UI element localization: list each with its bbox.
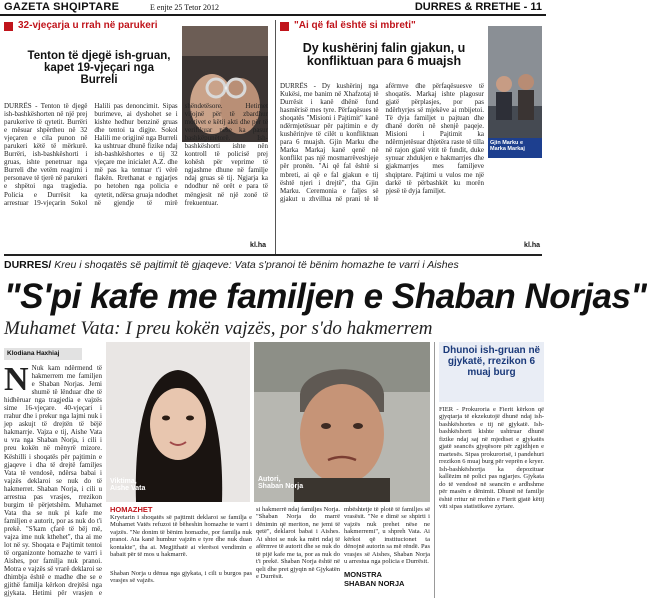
feature-strap-label: DURRES/ [4, 259, 52, 271]
feature-mid-body: si hakmerrë ndaj familjes Norja. "Shaban Norja do marrë dënimin që meriton, ne jemi të qetë", deklaroi babai i Aishes. Ai shtoi se nuk ka mëri ndaj të afërmve të autorit dhe se nuk do të pijë kafe me ta, por as nuk do t'i prekë. Shaban Norja është në qeli dhe pret gjyqin në Gjykatën e Durrësit. [256, 506, 340, 581]
story-left-headline: Tenton të djegë ish-gruan, kapet 19-vjeçari nga Burreli [27, 50, 171, 87]
issue-date: E enjte 25 Tetor 2012 [150, 3, 220, 12]
story-right [280, 20, 542, 252]
homazhet-kicker: HOMAZHET [110, 505, 153, 514]
feature-subhead: Muhamet Vata: I preu kokën vajzës, por s'do hakmerrem [4, 318, 433, 339]
bullet-icon [4, 22, 13, 31]
masthead [0, 0, 546, 16]
feature-strap [4, 259, 542, 275]
homazhet-text: Kryetarin i shoqatës së pajtimit deklaroi se familja e Muhamet Vatës refuzoi të bëheshin homazhe te varri i vajzës. "Ne donim të bënim homazhe, por familja nuk pranoi. Ata kanë humbur vajzën e tyre dhe nuk duan kontakte", tha ai. Megjithatë ai vlerësoi vendimin e babait për të mos u hakmarrë. [110, 514, 252, 559]
story-right-photo-caption: Gjin Marku e Marka Markaj [488, 138, 542, 158]
feature-body: N Nuk kam ndërmend të hakmerrem me familjen e Shaban Norjas. Jemi shumë të lënduar dhe të hidhëruar nga tragjedia e vajzës sime 16-vjeçare. 40-vjeçari i rrahur dhe i prekur nga lajmi nuk i jep askujt të drejtën të bëjë hakmarrje. Vajza e tij, Aishe Vata u vra nga Shaban Norja, i cili i preu kokën në mënyrë mizore. Këshilli i shoqatës për pajtimin e gjaqeve i dha të drejtë familjes Vata të vendosë, ndërsa babai i vajzës deklaroi se nuk do të hakmerret. Shaban Norja, i cili u arrestua pas vrasjes, rrezikon burgim të përjetshëm. Muhamet Vata tha se nuk pi kafe me familjen e autorit, por as nuk do t'i prekë. "S'kam çfarë të bëj më, vajza ime nuk kthehet", tha ai me lot në sy. Shoqata e Pajtimit tentoi të organizonte homazhe te varri i Aishes, por familja nuk pranoi. Motra e vajzës së vrarë deklaroi se dhimbja është e madhe dhe se e gjithë familja kërkon drejtësi nga gjykata. Hetimi për vrasjen e [4, 361, 102, 598]
victim-caption: Viktima, Aishe Vata [110, 478, 146, 492]
sidebar-headline: Dhunoi ish-gruan në gjykatë, rrezikon 6 muaj burg [439, 342, 544, 402]
drop-cap: N [4, 361, 29, 398]
story-left-body: DURRËS - Tenton të djegë ish-bashkëshorten në një prej parukerive të qytetit. Burrëri e mësuar shpërtheu në 32 vjeçaren e cila punon në parukeri këtë të mërkurë. Burrëri, ish-bashkëshorti i gruas, ishte penetruar nga Burreli dhe vetëm reagimi i personave të tjerë në parukeri e shpëtoi nga tragjedia. Policia e Durrësit ka arrestuar 19-vjeçarin Sokol Halili pas denoncimit. Sipas burimeve, ai dyshohet se i kishte hedhur benzinë gruas dhe tentoi ta digjte. Sokol Halili me origjinë nga Burreli ka ushtruar dhunë fizike ndaj ish-bashkëshortes e tij 32 vjeçare me inicialet A.Z. dhe më pas ka tentuar t'i vërë flakën. Rrethanat e ngjarjes po hetohen nga policia e qytetit, ndërsa gruaja ndodhet në gjendje të mirë shëndetësore. Hetimet vijojnë për të zbardhur motivet e këtij akti dhe për të verifikuar nëse ka pasur bashkëpunëtorë. Ish-bashkëshorti ishte nën kontroll të policisë prej kohësh për veprime të ngjashme dhune në familje ndaj gruas së tij. Ngjarja ka ndodhur në orët e para të mëngjesit në një zonë të frekuentuar. [4, 102, 268, 207]
sidebar-story [434, 342, 544, 598]
monstra-subhead: MONSTRA SHABAN NORJA [344, 570, 405, 588]
sidebar-body: FIER - Prokuroria e Fierit kërkon që gjyqtarja të ekzekutojë dhunë ndaj ish-bashkëshortes e tij në gjykatë. Ish-bashkëshorti kishte ushtruar dhunë fizike ndaj saj në mjediset e gjykatës gjatë seancës gjyqësore për zgjidhjen e martesës. Sipas prokurorisë, i pandehuri rrezikon 6 muaj burg për veprën e kryer. Ish-bashkëshortja ka depozituar kallëzim në polici pas ngjarjes. Gjykata do të vendosë në seancën e ardhshme për masën e dënimit. Dhunë në familje është rritur në rrethin e Fierit gjatë këtij viti sipas statistikave zyrtare. [439, 406, 544, 511]
feature-mid-body-2: mbështetje të plotë të familjes së vrasësit. "Ne e dimë se shpirti i vajzës nuk prehet nëse ne hakmerremi", u shpreh Vata. Ai kërkoi që institucionet ta dënojnë autorin sa më rëndë. Pas vrasjes së Aishes, Shaban Norja u arrestua nga policia e Durrësit. [344, 506, 430, 566]
section-divider [4, 254, 542, 256]
bullet-icon [280, 22, 289, 31]
suspect-caption: Autori, Shaban Norja [258, 476, 304, 490]
story-right-kicker-box [280, 20, 480, 34]
story-left-byline: kl.ha [250, 242, 266, 249]
feature-author: Klodiana Haxhiaj [4, 348, 82, 360]
homazhet-inset [110, 505, 252, 567]
story-left-kicker-box [4, 20, 172, 34]
story-left [4, 20, 270, 252]
feature-body-bottom: Shaban Norja u dënua nga gjykata, i cili u burgos pas vrasjes së vajzës. [110, 570, 252, 585]
feature-headline: "S'pi kafe me familjen e Shaban Norjas" [4, 277, 647, 316]
story-right-headline: Dy kushërinj falin gjakun, u konfliktuan para 6 muajsh [302, 41, 466, 69]
story-right-byline: kl.ha [524, 242, 540, 249]
story-left-kicker: 32-vjeçarja u rrah në parukeri [18, 20, 158, 31]
section-page: DURRES & RRETHE - 11 [414, 1, 542, 13]
story-right-body: DURRËS - Dy kushërinj nga Kukësi, me banim në Xhafzotaj të Durrësit i kanë dhënë fund hasmërisë mes tyre. Përfaqësues të shoqatës "Misioni i Pajtimit" kanë ndërmjetësuar për pajtimin e dy kushërinjve të cilët u konfliktuan para 6 muajsh. Gjin Marku dhe Marka Markaj kanë qenë në konflikt pas një mosmarrëveshjeje për pronën. "Ai që fal është si mbreti, ai që e fal gjakun e tij është njeri i drejtë", tha Gjin Marku. Ceremonia e faljes së gjakut u zhvillua në prani të të afërmve dhe përfaqësuesve të shoqatës. Markaj ishte plagosur gjatë përplasjes, por pas ndërhyrjes së mjekëve ai mbijetoi. Të dyja familjet u pajtuan dhe dhanë dorën në shenjë paqeje. Misioni i Pajtimit ka ndërmjetësuar dhjetëra raste të tilla në rajon gjatë vitit të fundit, duke synuar zhdukjen e hakmarrjes dhe gjakmarrjes mes familjeve shqiptare. Pajtimi u vulos me një darkë të përbashkët ku morën pjesë të dyja familjet. [280, 82, 484, 203]
column-divider [275, 20, 276, 254]
feature-strap-text: Kreu i shoqatës së pajtimit të gjaqeve: Vata s'pranoi të bënim homazhe te varri i Aishes [54, 259, 459, 271]
suspect-photo [254, 342, 430, 502]
story-right-kicker: "Ai që fal është si mbreti" [294, 20, 416, 31]
newspaper-name: GAZETA SHQIPTARE [4, 1, 120, 13]
victim-photo [106, 342, 250, 502]
